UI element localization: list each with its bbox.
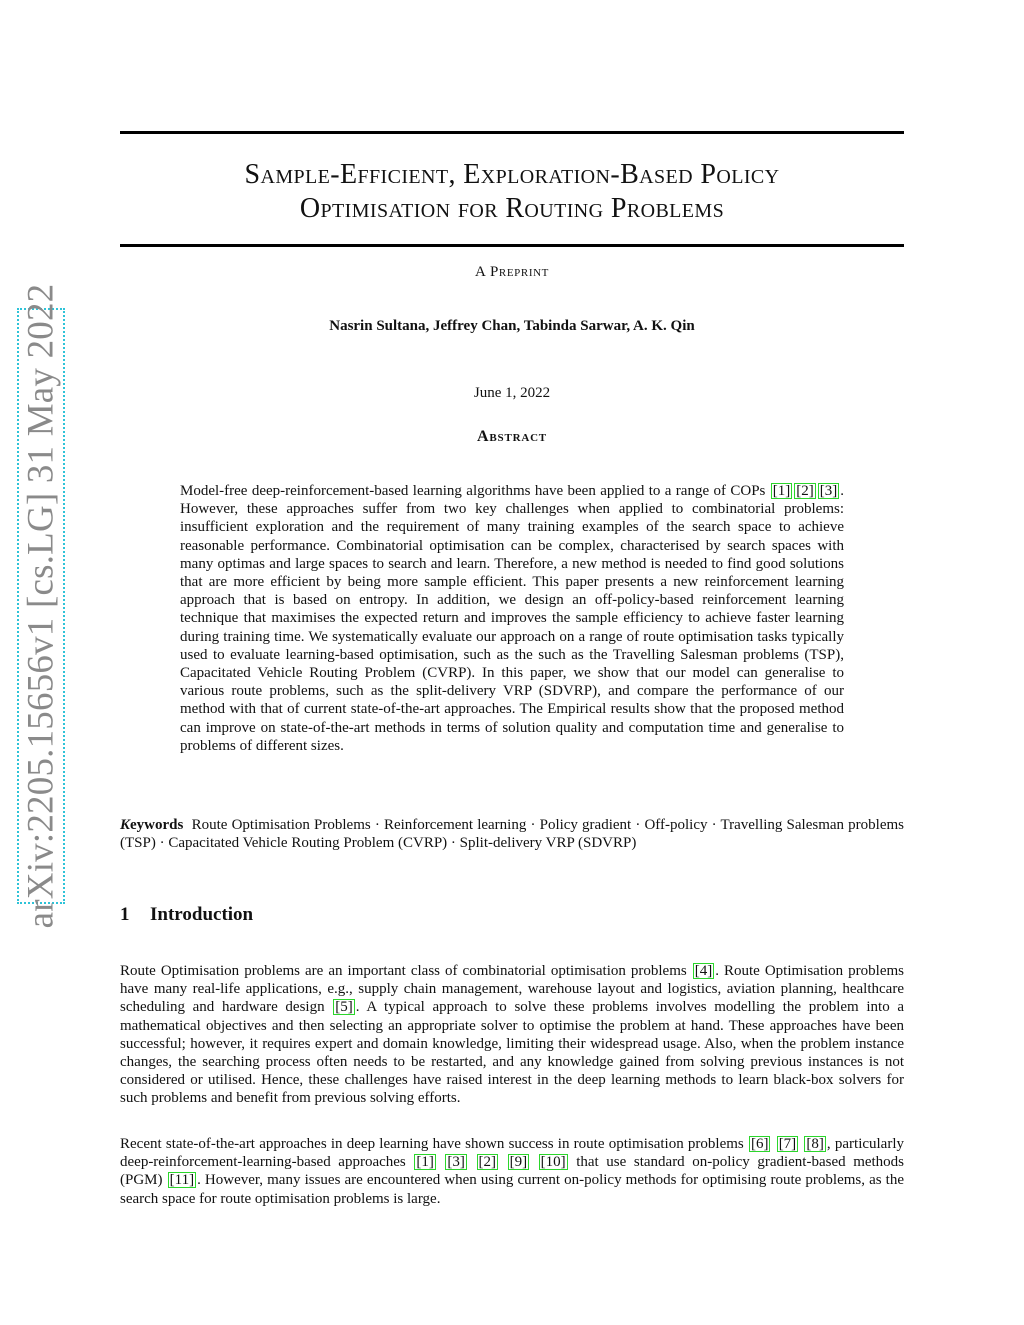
title-rule-top bbox=[120, 131, 904, 134]
paragraph-text: . A typical approach to solve these problems involves modelling the problem into a mathematical objectives and then selecting an appropriate solver to optimise the problem at hand. These approaches have been successful; however, it requires expert and domain knowledge, limiting their widespread usage. Also, when the problem instance changes, the searching process often needs to be restarted, and any knowledge gained from solving previous instances is not considered or utilised. Hence, these challenges have raised interest in the deep learning methods to learn black-box solvers for such problems and benefit from previous solving efforts. bbox=[120, 999, 905, 1107]
title-line-1: Sample-Efficient, Exploration-Based Policy bbox=[244, 159, 780, 190]
citation-link[interactable]: [1] bbox=[416, 1154, 434, 1171]
paper-title bbox=[120, 158, 904, 226]
intro-paragraph-2 bbox=[120, 1135, 904, 1208]
section-number: 1 bbox=[120, 904, 130, 925]
intro-paragraph-1 bbox=[120, 962, 904, 1108]
keywords-block bbox=[120, 816, 904, 852]
section-title: Introduction bbox=[150, 904, 254, 925]
citation-link[interactable]: [6] bbox=[750, 1136, 769, 1152]
title-line-2: Optimisation for Routing Problems bbox=[299, 193, 725, 224]
citation-link[interactable]: [10] bbox=[540, 1154, 566, 1171]
citation-link[interactable]: [3] bbox=[819, 483, 838, 499]
paragraph-text: . Route Optimisation problems have many real-life applications, e.g., supply chain management, warehouse layout and logistics, aviation planning, healthcare scheduling and hardware design bbox=[120, 963, 904, 1016]
abstract-body bbox=[180, 482, 844, 755]
abstract-text: . However, these approaches suffer from two key challenges when applied to combinatorial problems: insufficient exploration and the requirement of many training examples of the search space to achieve reasonable performance. Combinatorial optimisation can be complex, characterised by search spaces with many optimas and large spaces to search and learn. Therefore, a new method is needed to find good solutions that are more efficient by being more sample efficient. This paper presents a new reinforcement learning approach that is based on entropy. In addition, we design an off-policy-based reinforcement learning technique that maximises the expected return and improves the sample efficiency to achieve faster learning during training time. We systematically evaluate our approach on a range of route optimisation tasks typically used to evaluate learning-based optimisation, such as the such as the Travelling Salesman problems (TSP), Capacitated Vehicle Routing Problem (CVRP). In this paper, we show that our model can generalise to various route problems, such as the split-delivery VRP (SDVRP), and compare the performance of our method with that of current state-of-the-art approaches. The Empirical results show that the proposed method can improve on state-of-the-art methods in terms of solution quality and computation time and generalise to problems of different sizes. bbox=[180, 483, 844, 754]
paragraph-text: that use standard on-policy gradient-based methods (PGM) bbox=[120, 1154, 905, 1189]
citation-link[interactable]: [3] bbox=[447, 1154, 465, 1171]
preprint-label: A Preprint bbox=[475, 264, 549, 280]
author-list: Nasrin Sultana, Jeffrey Chan, Tabinda Sarwar, A. K. Qin bbox=[329, 318, 695, 334]
section-heading-introduction bbox=[120, 904, 253, 926]
citation-link[interactable]: [11] bbox=[169, 1172, 195, 1189]
citation-link[interactable]: [2] bbox=[478, 1154, 496, 1171]
title-rule-bottom bbox=[120, 244, 904, 247]
keywords-label-initial: K bbox=[120, 817, 131, 833]
citation-link[interactable]: [1] bbox=[772, 483, 791, 499]
citation-link[interactable]: [8] bbox=[806, 1136, 824, 1152]
arxiv-side-stamp[interactable] bbox=[17, 283, 65, 929]
citation-link[interactable]: [5] bbox=[335, 999, 353, 1016]
paragraph-text: . However, many issues are encountered when using current on-policy methods for optimising route problems, as the search space for route optimisation problems is large. bbox=[120, 1172, 905, 1207]
arxiv-identifier: arXiv:2205.15656v1 [cs.LG] 31 May 2022 bbox=[20, 283, 62, 929]
citation-link[interactable]: [7] bbox=[778, 1136, 797, 1152]
paragraph-text: Route Optimisation problems are an important class of combinatorial optimisation problems bbox=[120, 963, 687, 979]
publication-date: June 1, 2022 bbox=[473, 385, 551, 401]
citation-link[interactable]: [4] bbox=[694, 963, 713, 979]
citation-link[interactable]: [9] bbox=[509, 1154, 528, 1171]
keywords-label bbox=[120, 817, 183, 833]
paragraph-text: , particularly deep-reinforcement-learning-based approaches bbox=[120, 1136, 905, 1171]
citation-link[interactable]: [2] bbox=[796, 483, 814, 499]
keywords-text: Route Optimisation Problems · Reinforcement learning · Policy gradient · Off-policy · Travelling Salesman problems (TSP) · Capacitated Vehicle Routing Problem (CVRP) · Split-delivery VRP (SDVRP) bbox=[120, 817, 904, 852]
abstract-text: Model-free deep-reinforcement-based learning algorithms have been applied to a range of COPs bbox=[180, 483, 766, 499]
keywords-label-rest: eywords bbox=[130, 817, 184, 833]
paragraph-text: Recent state-of-the-art approaches in deep learning have shown success in route optimisation problems bbox=[120, 1136, 744, 1152]
abstract-heading: Abstract bbox=[477, 428, 547, 445]
